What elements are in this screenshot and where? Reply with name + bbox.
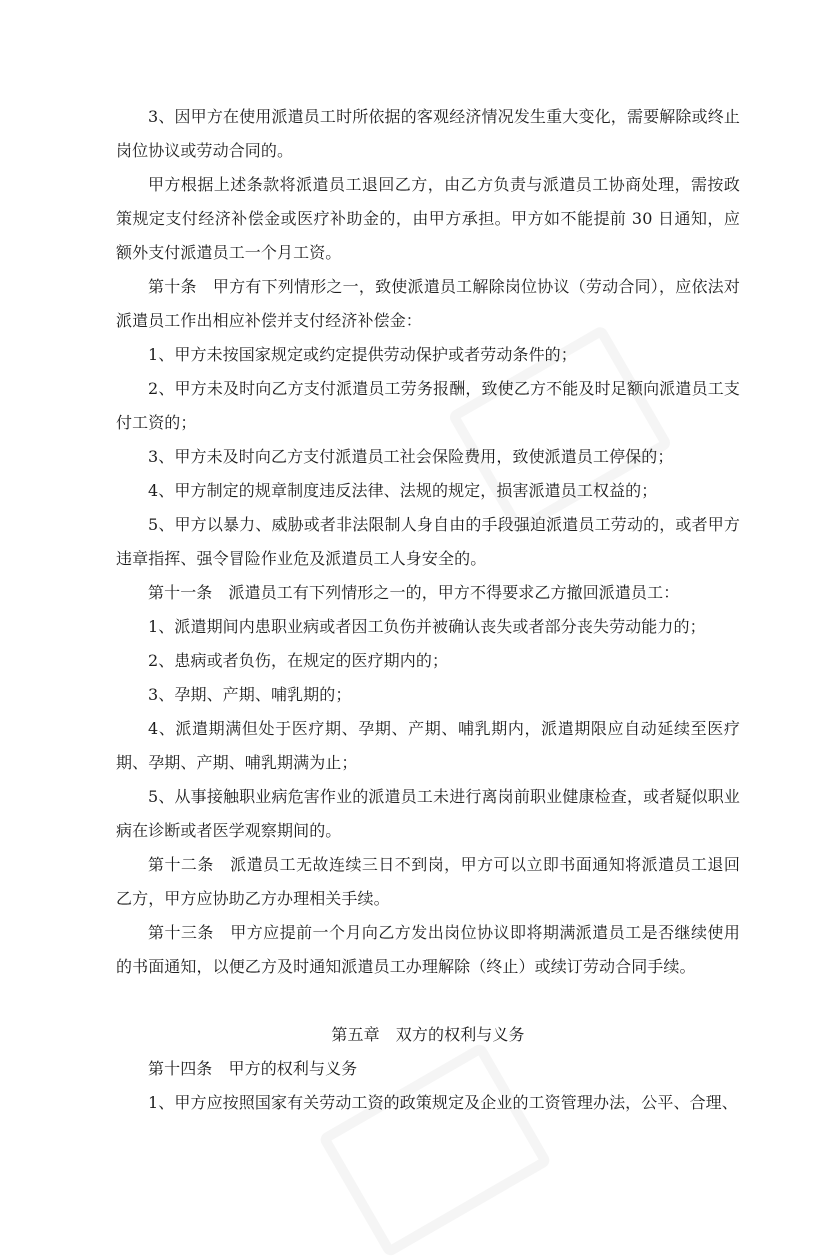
article-14-heading: 第十四条 甲方的权利与义务 bbox=[148, 1059, 358, 1078]
spacer bbox=[116, 984, 740, 1018]
clause-paragraph: 3、因甲方在使用派遣员工时所依据的客观经济情况发生重大变化，需要解除或终止岗位协议或劳动合同的。 bbox=[116, 107, 740, 160]
article-10: 第十条 甲方有下列情形之一，致使派遣员工解除岗位协议（劳动合同），应依法对派遣员工作出相应补偿并支付经济补偿金： bbox=[116, 277, 740, 330]
list-item: 2、甲方未及时向乙方支付派遣员工劳务报酬，致使乙方不能及时足额向派遣员工支付工资的； bbox=[116, 379, 740, 432]
article-11: 第十一条 派遣员工有下列情形之一的，甲方不得要求乙方撤回派遣员工： bbox=[148, 583, 680, 602]
chapter-heading: 第五章 双方的权利与义务 bbox=[331, 1025, 525, 1044]
list-item: 5、甲方以暴力、威胁或者非法限制人身自由的手段强迫派遣员工劳动的，或者甲方违章指挥、强令冒险作业危及派遣员工人身安全的。 bbox=[116, 515, 740, 568]
clause-paragraph: 1、甲方应按照国家有关劳动工资的政策规定及企业的工资管理办法，公平、合理、 bbox=[148, 1093, 738, 1112]
article-13: 第十三条 甲方应提前一个月向乙方发出岗位协议即将期满派遣员工是否继续使用的书面通知，以便乙方及时通知派遣员工办理解除（终止）或续订劳动合同手续。 bbox=[116, 923, 740, 976]
list-item: 3、孕期、产期、哺乳期的； bbox=[148, 685, 352, 704]
list-item: 1、甲方未按国家规定或约定提供劳动保护或者劳动条件的； bbox=[148, 345, 577, 364]
list-item: 3、甲方未及时向乙方支付派遣员工社会保险费用，致使派遣员工停保的； bbox=[148, 447, 674, 466]
article-12: 第十二条 派遣员工无故连续三日不到岗，甲方可以立即书面通知将派遣员工退回乙方，甲方应协助乙方办理相关手续。 bbox=[116, 855, 740, 908]
list-item: 2、患病或者负伤，在规定的医疗期内的； bbox=[148, 651, 449, 670]
clause-paragraph: 甲方根据上述条款将派遣员工退回乙方，由乙方负责与派遣员工协商处理，需按政策规定支付经济补偿金或医疗补助金的，由甲方承担。甲方如不能提前 30 日通知，应额外支付派遣员工一个月工资。 bbox=[116, 175, 740, 262]
list-item: 5、从事接触职业病危害作业的派遣员工未进行离岗前职业健康检查，或者疑似职业病在诊断或者医学观察期间的。 bbox=[116, 787, 740, 840]
list-item: 1、派遣期间内患职业病或者因工负伤并被确认丧失或者部分丧失劳动能力的； bbox=[148, 617, 706, 636]
list-item: 4、甲方制定的规章制度违反法律、法规的规定，损害派遣员工权益的； bbox=[148, 481, 658, 500]
list-item: 4、派遣期满但处于医疗期、孕期、产期、哺乳期内，派遣期限应自动延续至医疗期、孕期、产期、哺乳期满为止； bbox=[116, 719, 740, 772]
document-body bbox=[116, 100, 740, 1120]
